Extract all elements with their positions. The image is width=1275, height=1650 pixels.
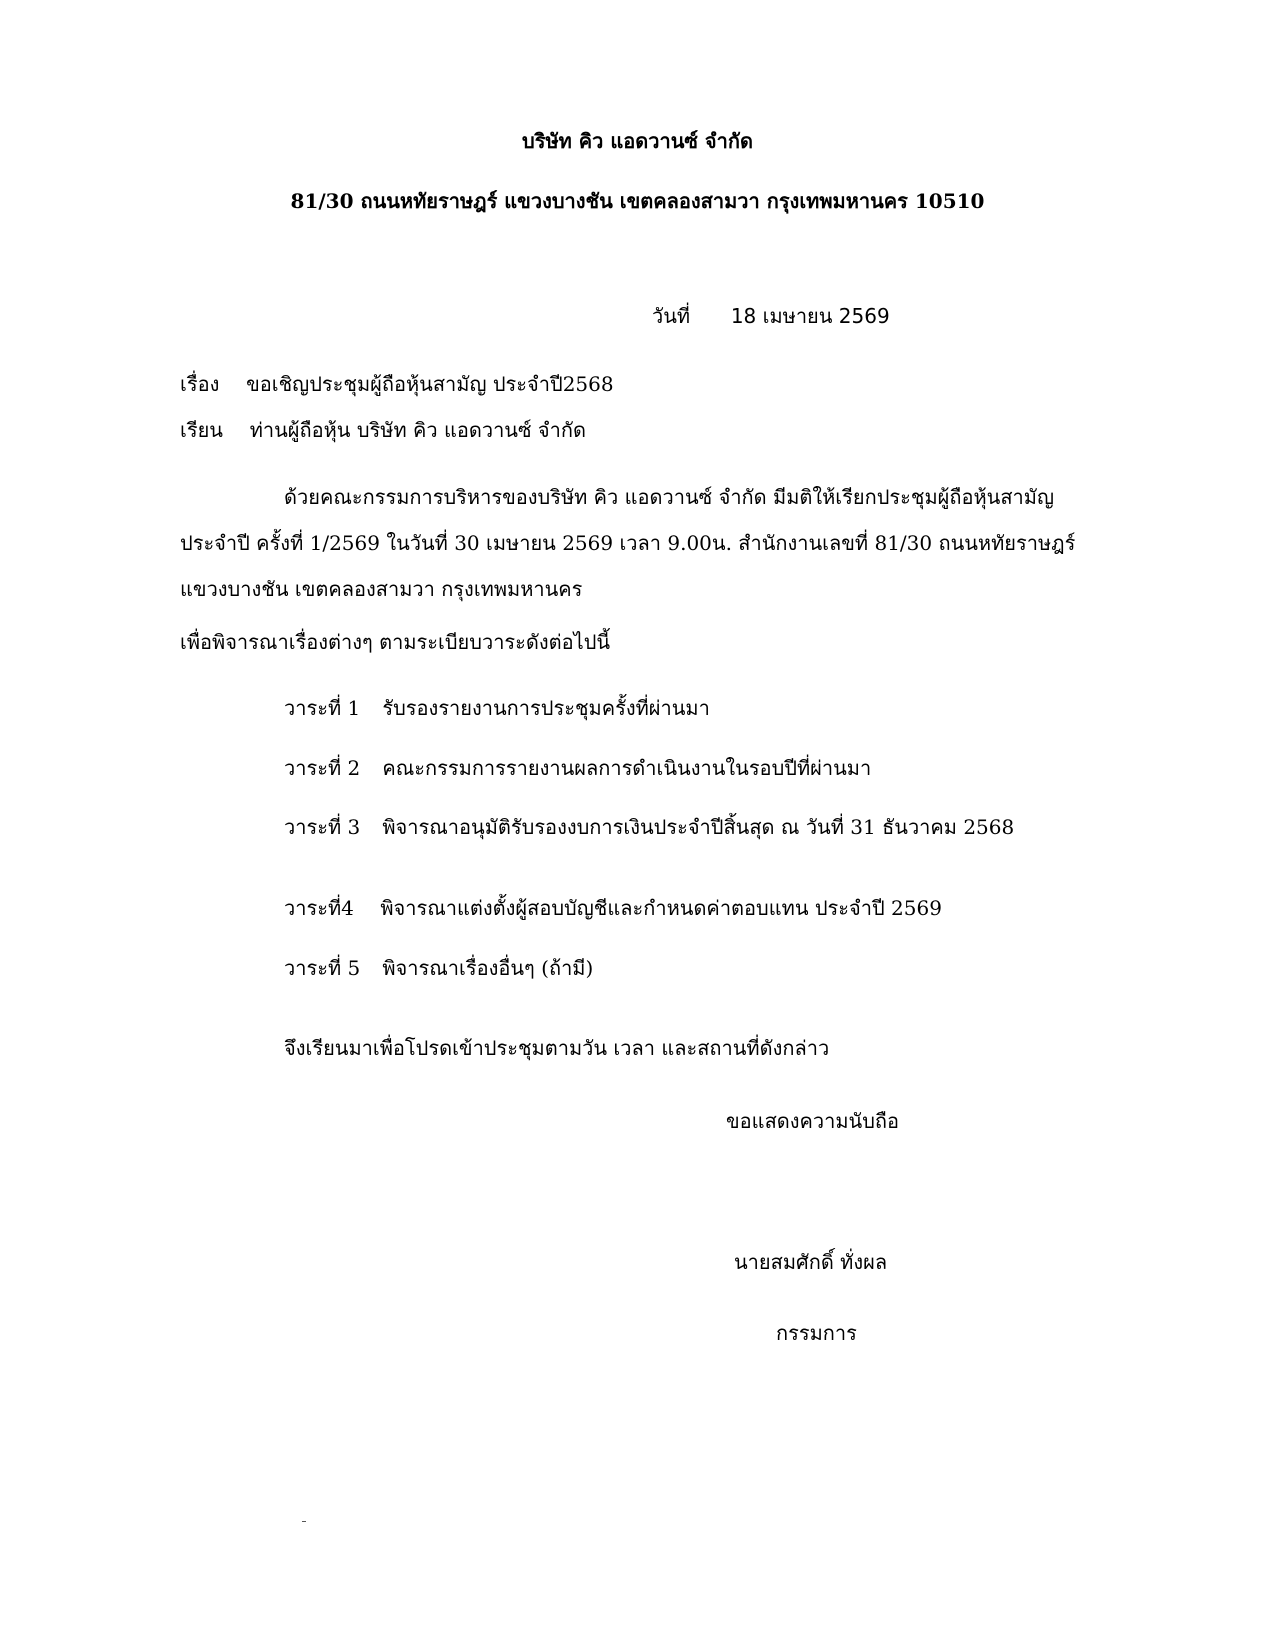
- date-label: วันที่: [652, 304, 691, 328]
- agenda-item-5: [284, 953, 593, 983]
- recipient-text: ท่านผู้ถือหุ้น บริษัท คิว แอดวานซ์ จำกัด: [249, 418, 586, 442]
- body-paragraph-line-1: ด้วยคณะกรรมการบริหารของบริษัท คิว แอดวานซ์ จำกัด มีมติให้เรียกประชุมผู้ถือหุ้นสามัญ: [284, 485, 1055, 509]
- agenda-text: รับรองรายงานการประชุมครั้งที่ผ่านมา: [382, 696, 710, 720]
- recipient-label: เรียน: [180, 418, 223, 442]
- agenda-text: พิจารณาอนุมัติรับรองงบการเงินประจำปีสิ้นสุด ณ วันที่ 31 ธันวาคม 2568: [382, 815, 1015, 839]
- purpose-line: เพื่อพิจารณาเรื่องต่างๆ ตามระเบียบวาระดังต่อไปนี้: [180, 630, 611, 654]
- subject-label: เรื่อง: [180, 372, 220, 396]
- closing-invitation: จึงเรียนมาเพื่อโปรดเข้าประชุมตามวัน เวลา และสถานที่ดังกล่าว: [284, 1036, 830, 1060]
- agenda-item-4: [284, 893, 942, 923]
- agenda-item-1: [284, 693, 710, 723]
- agenda-label: วาระที่4: [284, 896, 354, 920]
- signer-title: กรรมการ: [776, 1321, 857, 1345]
- agenda-item-2: [284, 753, 871, 783]
- body-paragraph-line-3: แขวงบางชัน เขตคลองสามวา กรุงเทพมหานคร: [180, 577, 583, 601]
- agenda-text: พิจารณาเรื่องอื่นๆ (ถ้ามี): [382, 956, 594, 980]
- company-name: บริษัท คิว แอดวานซ์ จำกัด: [522, 129, 753, 153]
- agenda-item-3: [284, 812, 1014, 842]
- agenda-label: วาระที่ 2: [284, 756, 361, 780]
- closing-regards: ขอแสดงความนับถือ: [726, 1109, 900, 1133]
- agenda-text: พิจารณาแต่งตั้งผู้สอบบัญชีและกำหนดค่าตอบแทน ประจำปี 2569: [380, 896, 942, 920]
- signer-name: นายสมศักดิ์ ทั่งผล: [734, 1250, 888, 1274]
- subject-line: [180, 369, 614, 399]
- date-line: [652, 301, 890, 331]
- agenda-label: วาระที่ 1: [284, 696, 361, 720]
- agenda-label: วาระที่ 5: [284, 956, 361, 980]
- company-address: 81/30 ถนนหทัยราษฎร์ แขวงบางชัน เขตคลองสามวา กรุงเทพมหานคร 10510: [290, 189, 985, 213]
- body-paragraph-line-2: ประจำปี ครั้งที่ 1/2569 ในวันที่ 30 เมษายน 2569 เวลา 9.00น. สำนักงานเลขที่ 81/30 ถนนหทัยราษฎร์: [180, 531, 1076, 555]
- stray-mark: [302, 1521, 306, 1522]
- recipient-line: [180, 415, 586, 445]
- agenda-label: วาระที่ 3: [284, 815, 361, 839]
- agenda-text: คณะกรรมการรายงานผลการดำเนินงานในรอบปีที่ผ่านมา: [382, 756, 872, 780]
- date-value: 18 เมษายน 2569: [730, 304, 890, 328]
- subject-text: ขอเชิญประชุมผู้ถือหุ้นสามัญ ประจำปี2568: [246, 372, 614, 396]
